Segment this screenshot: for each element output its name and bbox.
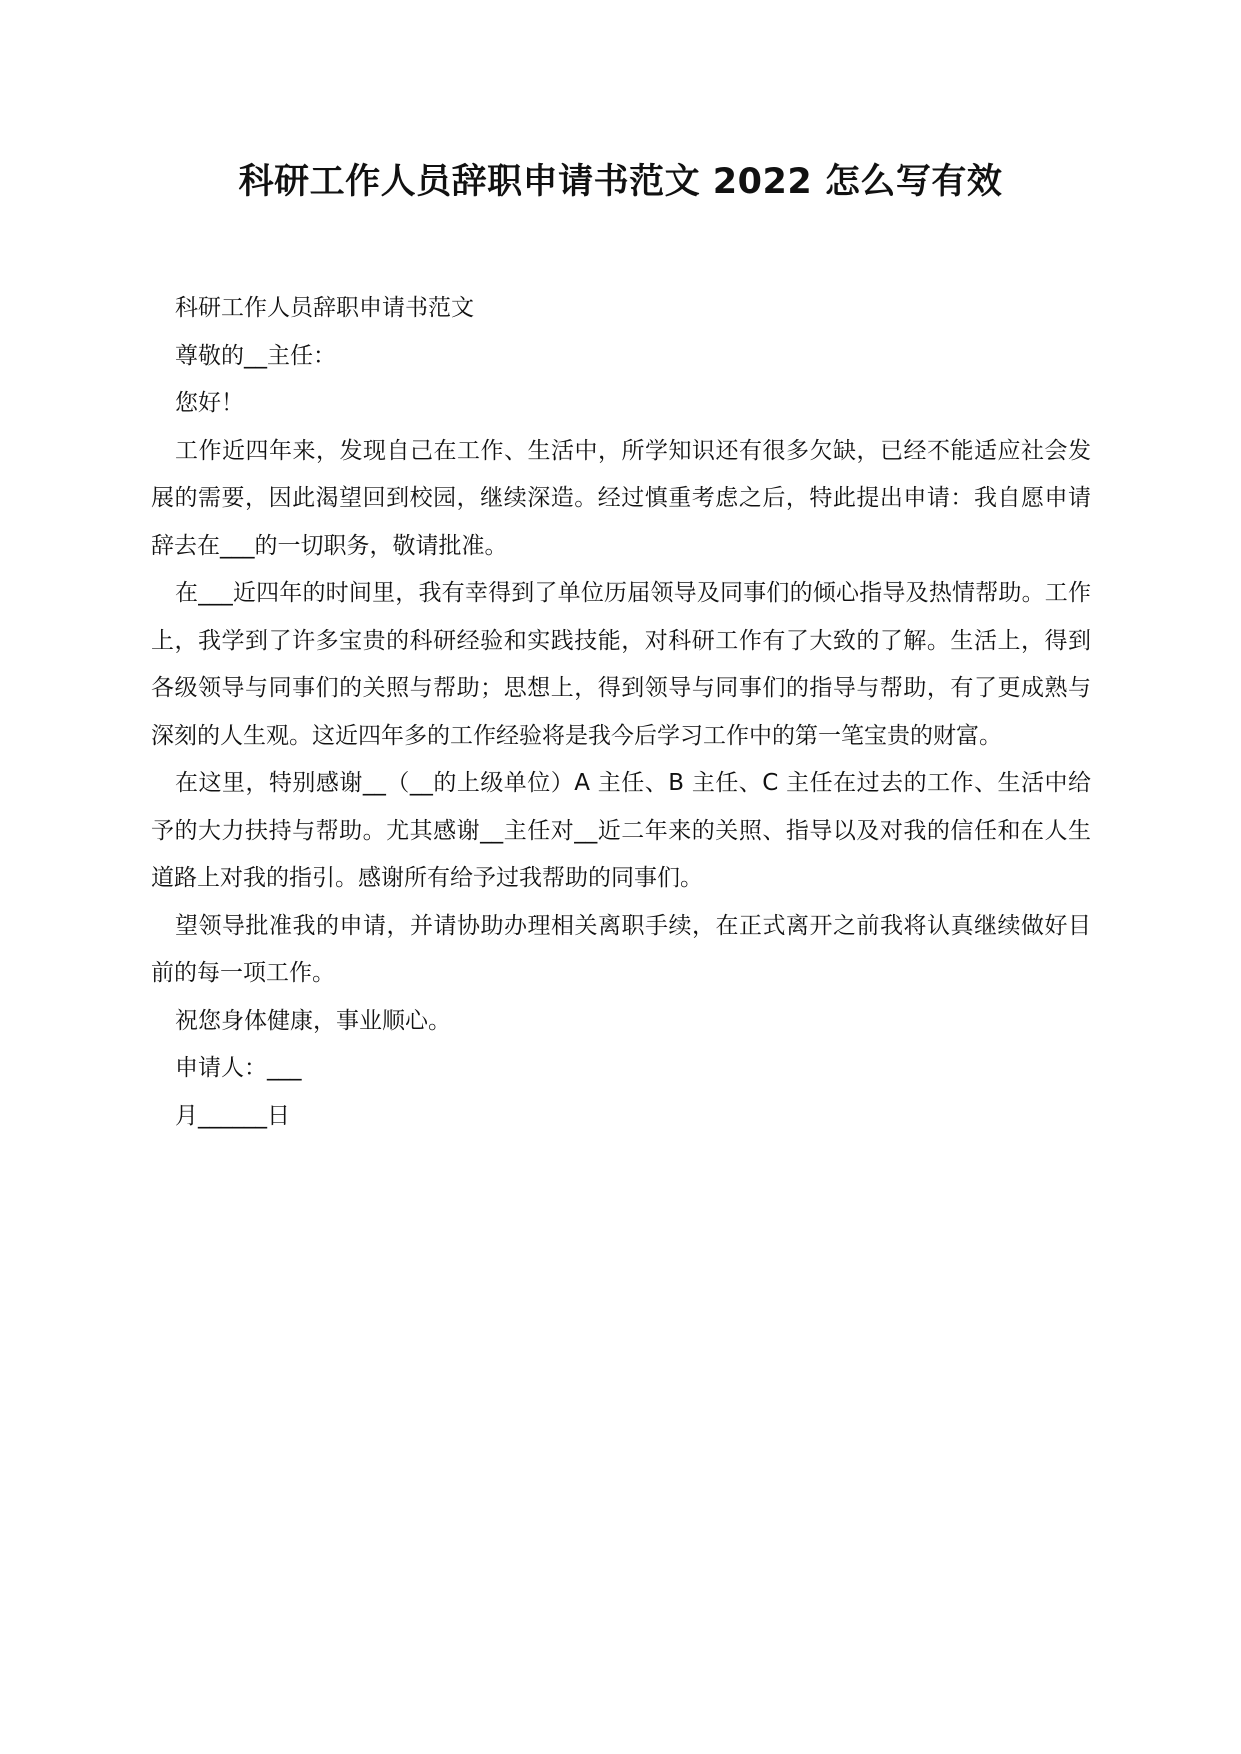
greeting: 您好！ [175,390,244,416]
paragraph-thanks: 在这里，特别感谢__（__的上级单位）A 主任、B 主任、C 主任在过去的工作、生活中给予的大力扶持与帮助。尤其感谢__主任对__近二年来的关照、指导以及对我的信任和在人生道路上对我的指引。感谢所有给予过我帮助的同事们。 [151,770,1091,891]
applicant-line: 申请人：___ [175,1055,302,1081]
closing-wish: 祝您身体健康，事业顺心。 [175,1007,451,1034]
document-title: 科研工作人员辞职申请书范文 2022 怎么写有效 [238,162,1003,202]
subtitle-line: 科研工作人员辞职申请书范文 [175,295,474,321]
salutation: 尊敬的__主任： [175,342,336,369]
paragraph-request: 望领导批准我的申请，并请协助办理相关离职手续，在正式离开之前我将认真继续做好目前的每一项工作。 [151,912,1091,986]
paragraph-experience: 在___近四年的时间里，我有幸得到了单位历届领导及同事们的倾心指导及热情帮助。工作上，我学到了许多宝贵的科研经验和实践技能，对科研工作有了大致的了解。生活上，得到各级领导与同事们的关照与帮助；思想上，得到领导与同事们的指导与帮助，有了更成熟与深刻的人生观。这近四年多的工作经验将是我今后学习工作中的第一笔宝贵的财富。 [151,580,1091,749]
date-line: 月______日 [175,1102,290,1129]
document-body [151,285,1091,1140]
paragraph-reason: 工作近四年来，发现自己在工作、生活中，所学知识还有很多欠缺，已经不能适应社会发展的需要，因此渴望回到校园，继续深造。经过慎重考虑之后，特此提出申请：我自愿申请辞去在___的一切职务，敬请批准。 [151,437,1091,559]
